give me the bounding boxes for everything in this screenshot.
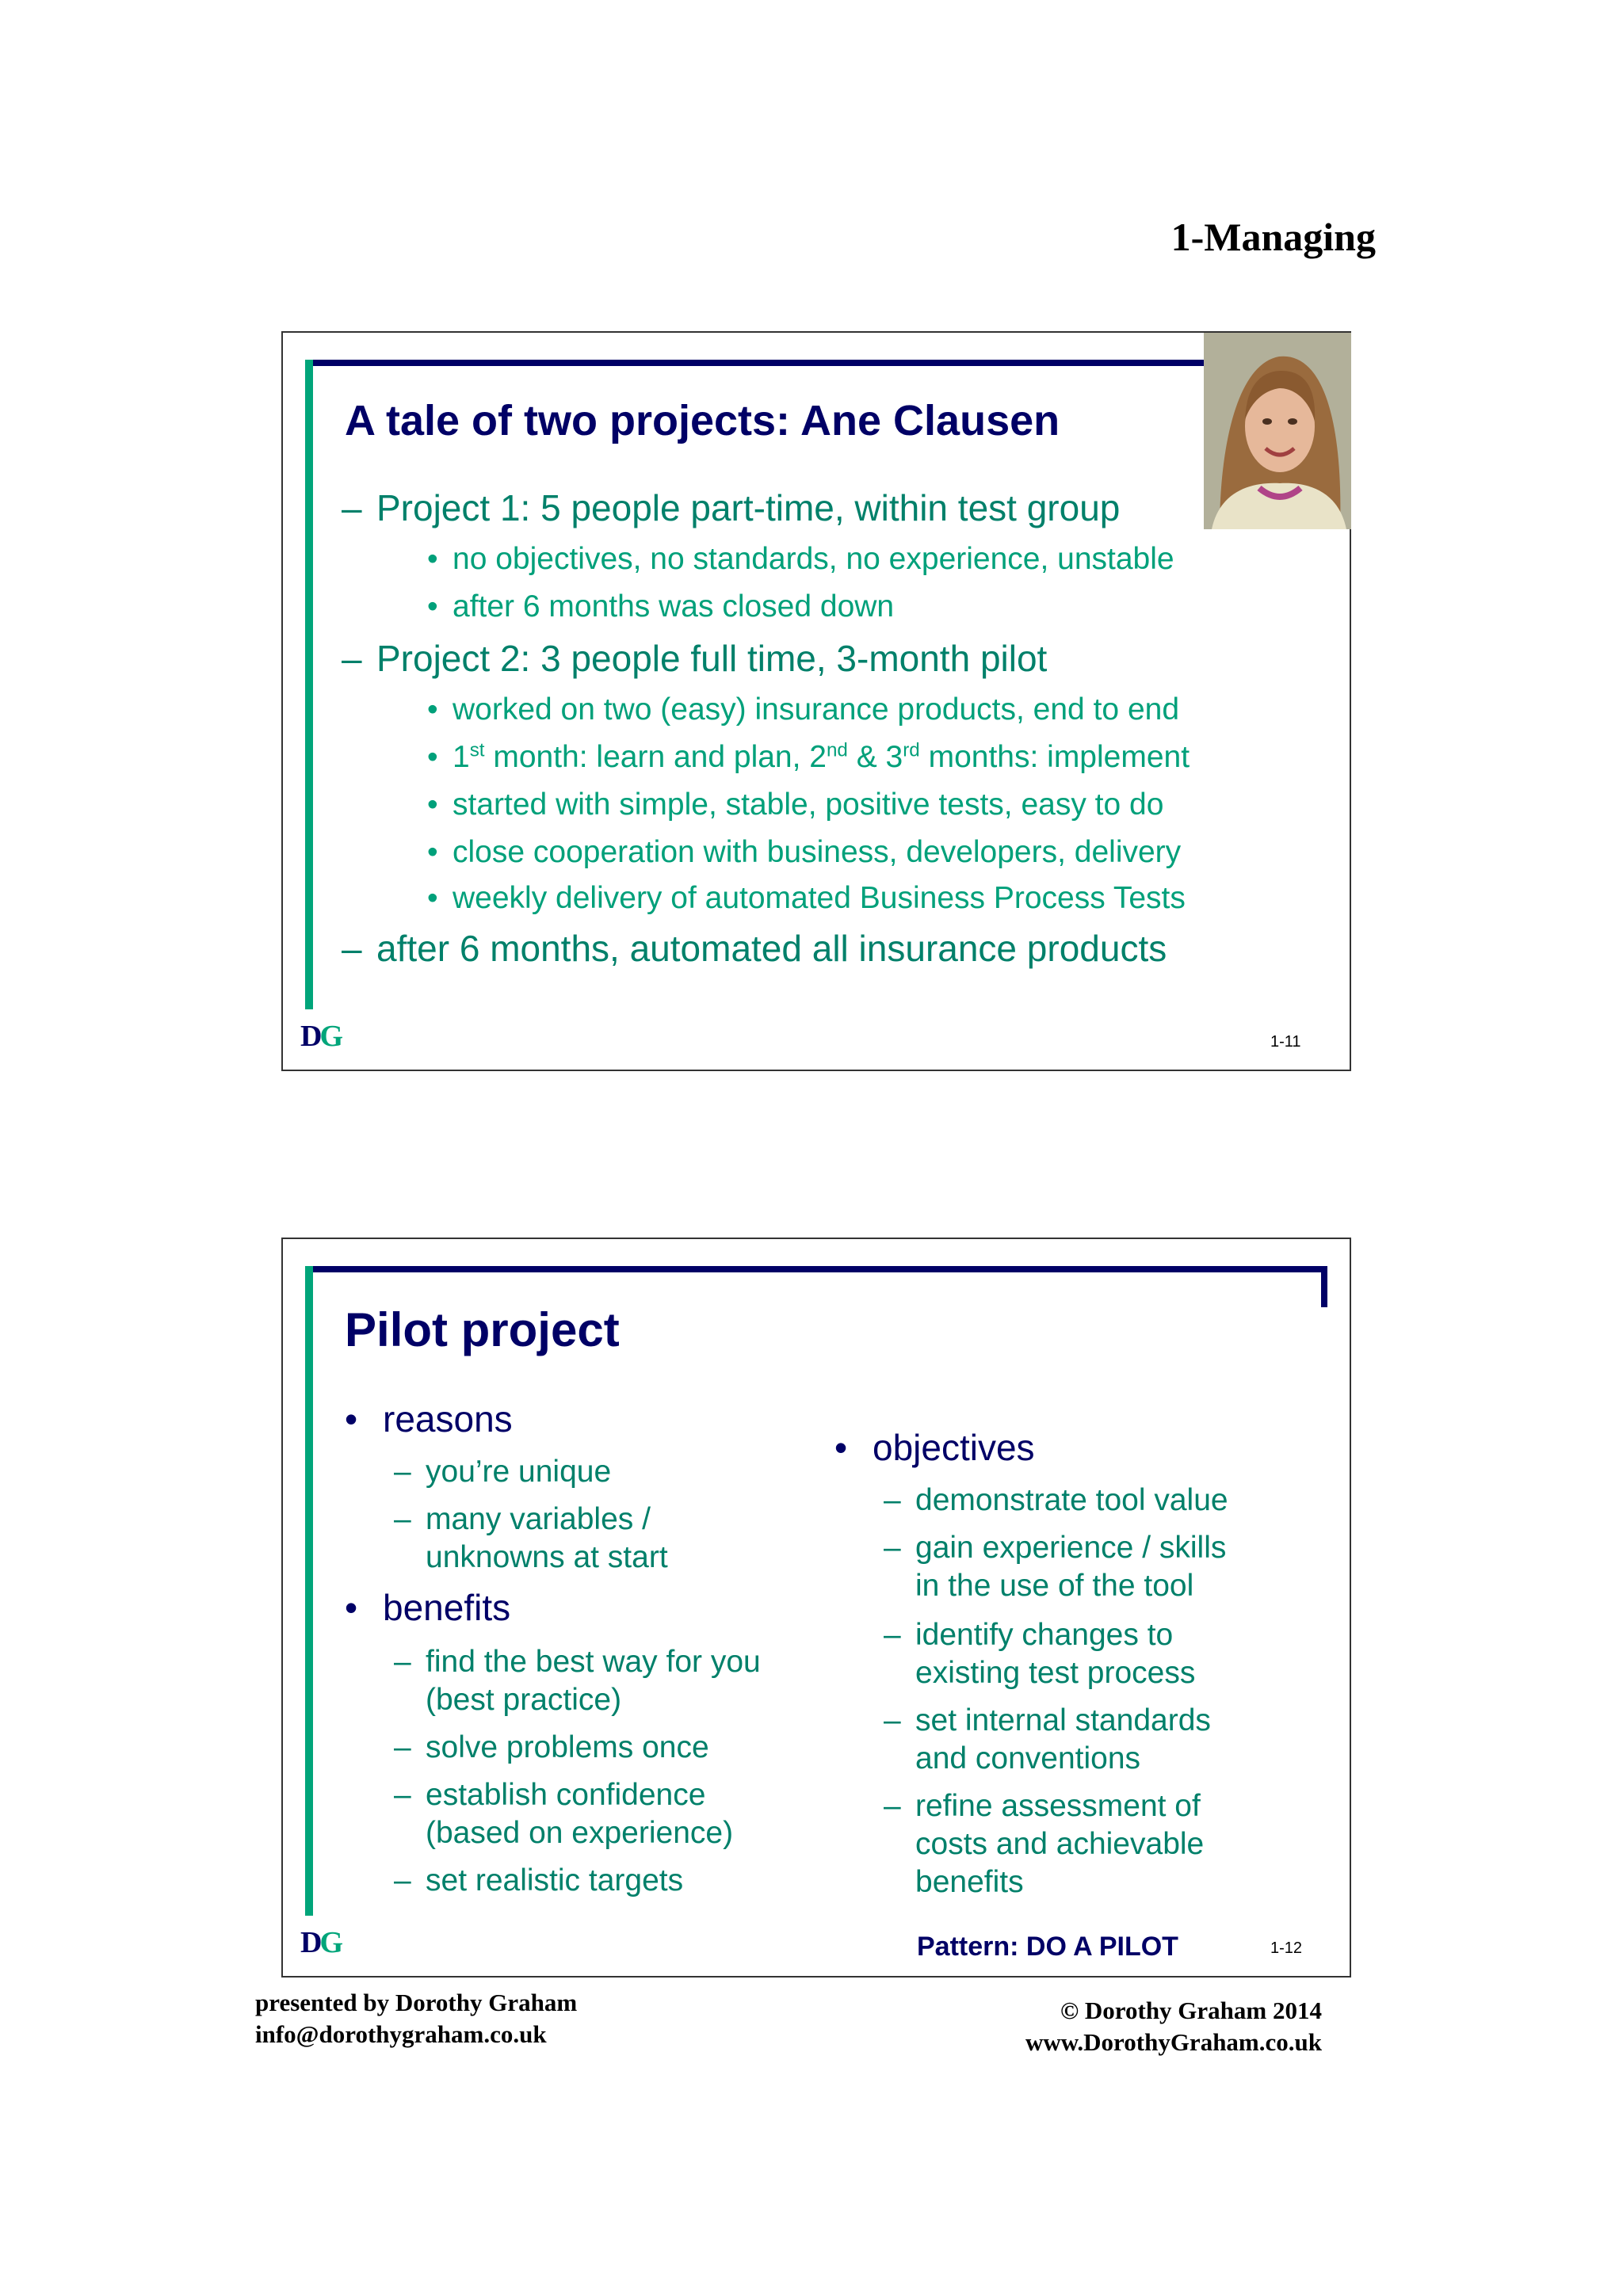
dash-marker: – xyxy=(394,1730,411,1764)
slide-2 xyxy=(281,1238,1351,1978)
bullet-marker: • xyxy=(345,1398,358,1440)
page-header-title: 1-Managing xyxy=(1170,215,1376,259)
list-item: • 1st month: learn and plan, 2nd & 3rd months: implement xyxy=(427,739,1190,774)
bullet-marker: • xyxy=(427,835,438,869)
website-text: www.DorothyGraham.co.uk xyxy=(1025,2028,1322,2056)
list-item: – set internal standards and conventions xyxy=(884,1703,1211,1775)
footer-presenter xyxy=(255,1987,577,2050)
list-item: – refine assessment of costs and achievable benefits xyxy=(884,1789,1205,1899)
list-item: – find the best way for you (best practice) xyxy=(394,1645,761,1717)
dash-marker: – xyxy=(394,1455,411,1489)
after-item: – after 6 months, automated all insurance products xyxy=(342,928,1167,969)
presenter-photo xyxy=(1204,333,1351,529)
slide-number: 1-11 xyxy=(1270,1033,1301,1051)
footer-copyright xyxy=(1025,1995,1322,2058)
slide-right-rule xyxy=(1321,1266,1327,1307)
slide-top-rule xyxy=(305,1266,1327,1272)
list-item: – many variables / unknowns at start xyxy=(394,1502,668,1574)
slide-title: A tale of two projects: Ane Clausen xyxy=(345,397,1060,444)
dash-marker: – xyxy=(394,1778,411,1812)
list-item: – solve problems once xyxy=(426,1729,709,1767)
slide-number: 1-12 xyxy=(1270,1939,1303,1957)
dash-marker: – xyxy=(394,1863,411,1897)
slide-1 xyxy=(281,331,1351,1071)
dash-marker: – xyxy=(884,1531,901,1565)
dg-logo: DG xyxy=(300,1020,342,1053)
dg-logo: DG xyxy=(300,1926,342,1959)
list-item: – identify changes to existing test process xyxy=(884,1618,1196,1690)
bullet-marker: • xyxy=(427,542,438,576)
dash-marker: – xyxy=(342,928,362,969)
project-1-item: – Project 1: 5 people part-time, within test group xyxy=(342,487,1121,528)
slide-left-rule xyxy=(305,360,313,1009)
bullet-marker: • xyxy=(834,1427,848,1468)
list-item: – you’re unique xyxy=(426,1453,611,1491)
benefits-heading: • benefits xyxy=(345,1587,511,1628)
slide-left-rule xyxy=(305,1266,313,1916)
dash-marker: – xyxy=(884,1703,901,1737)
dash-marker: – xyxy=(342,638,362,679)
bullet-marker: • xyxy=(427,881,438,915)
list-item: • after 6 months was closed down xyxy=(427,589,895,624)
dash-marker: – xyxy=(884,1789,901,1823)
bullet-marker: • xyxy=(427,740,438,774)
pattern-label: Pattern: DO A PILOT xyxy=(917,1932,1178,1962)
bullet-marker: • xyxy=(427,788,438,822)
reasons-heading: • reasons xyxy=(345,1398,513,1440)
copyright-text: © Dorothy Graham 2014 xyxy=(1060,1997,1322,2024)
presenter-name: presented by Dorothy Graham xyxy=(255,1989,578,2016)
project-2-item: – Project 2: 3 people full time, 3-month pilot xyxy=(342,638,1048,679)
dash-marker: – xyxy=(342,487,362,528)
list-item: – demonstrate tool value xyxy=(915,1482,1228,1520)
list-item: • worked on two (easy) insurance products, end to end xyxy=(427,692,1180,727)
dash-marker: – xyxy=(394,1645,411,1679)
bullet-marker: • xyxy=(345,1587,358,1628)
list-item: • started with simple, stable, positive tests, easy to do xyxy=(427,788,1164,822)
list-item: – establish confidence (based on experience) xyxy=(394,1778,734,1850)
objectives-heading: • objectives xyxy=(834,1427,1035,1468)
bullet-marker: • xyxy=(427,692,438,727)
dash-marker: – xyxy=(884,1483,901,1517)
dash-marker: – xyxy=(394,1502,411,1536)
slide-top-rule xyxy=(305,360,1216,366)
list-item: • close cooperation with business, developers, delivery xyxy=(427,835,1182,869)
list-item: – gain experience / skills in the use of the tool xyxy=(884,1531,1227,1603)
presenter-email: info@dorothygraham.co.uk xyxy=(255,2020,547,2048)
list-item: • no objectives, no standards, no experience, unstable xyxy=(427,542,1174,576)
list-item: • weekly delivery of automated Business Process Tests xyxy=(427,881,1186,915)
slide-title: Pilot project xyxy=(345,1303,620,1356)
dash-marker: – xyxy=(884,1618,901,1652)
bullet-marker: • xyxy=(427,589,438,624)
list-item: – set realistic targets xyxy=(426,1862,683,1900)
